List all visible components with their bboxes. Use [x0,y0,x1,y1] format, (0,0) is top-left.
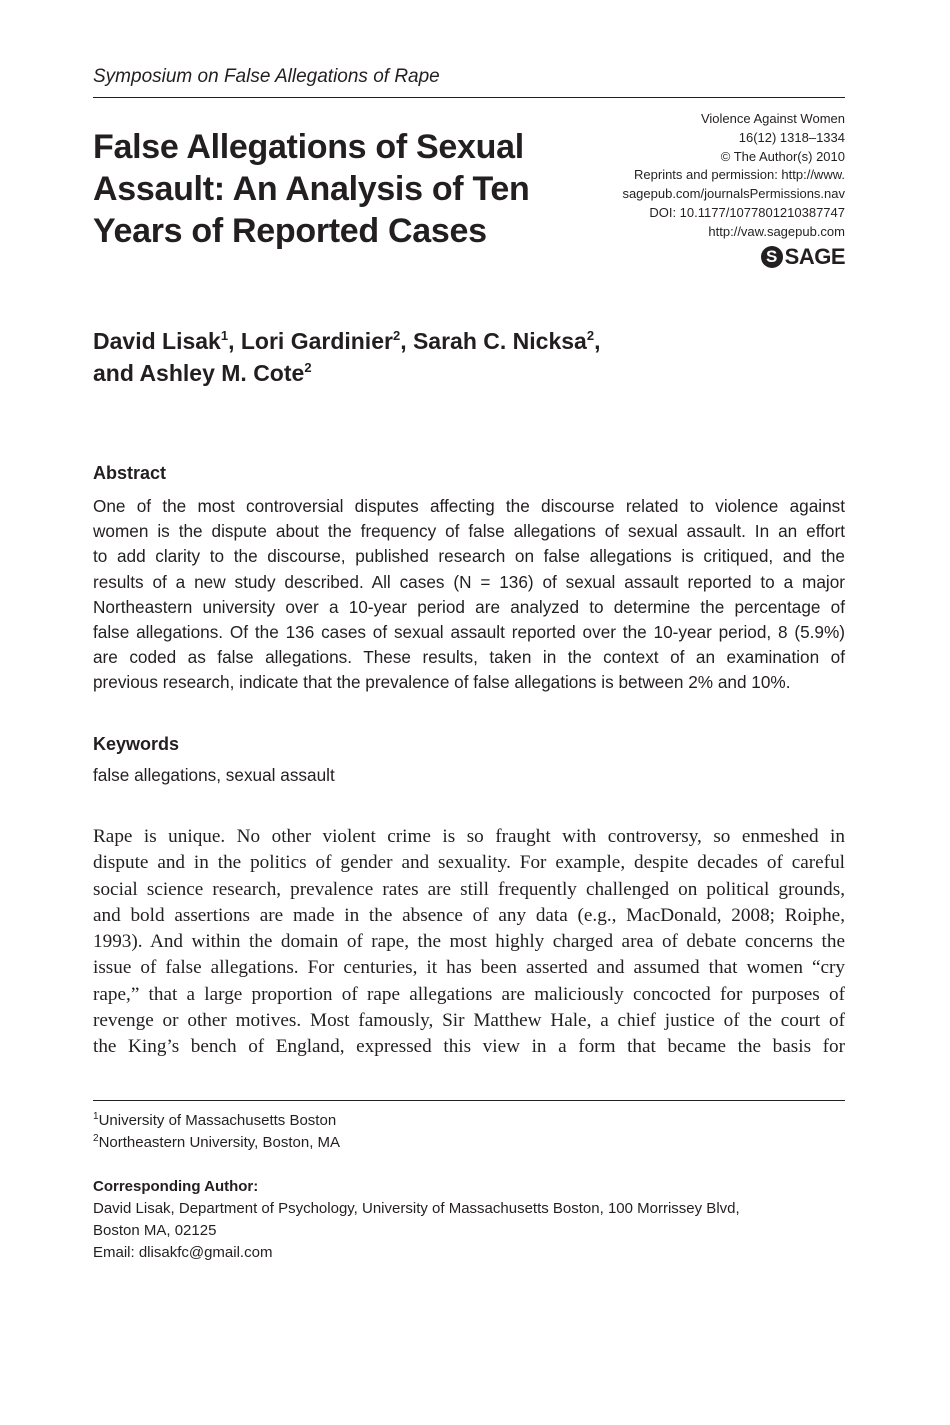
author-name: David Lisak [93,328,221,354]
body-paragraph [93,824,845,1061]
author-name: Lori Gardinier [240,328,393,354]
title-line: Years of Reported Cases [93,212,487,250]
body-line: and bold assertions are made in the absence of any data (e.g., MacDonald, 2008; Roiphe, [93,904,845,926]
corresponding-author-email: Email: dlisakfc@gmail.com [93,1244,273,1261]
author-list: David Lisak$^1$, Lori Gardinier$^2$, Sarah C. Nicksa$^2$, and Ashley M. Cote$^2$ [93,328,601,386]
abstract-line: to add clarity to the discourse, published research on false allegations is critiqued, and the [93,546,845,567]
journal-url: http://vaw.sagepub.com [708,223,845,239]
corresponding-author-label: Corresponding Author: [93,1178,259,1195]
author-name: Ashley M. Cote [139,360,305,386]
copyright: © The Author(s) 2010 [720,148,845,164]
abstract-line: women is the dispute about the frequency of false allegations of sexual assault. In an effort [93,521,845,542]
author-name: Sarah C. Nicksa [412,328,587,354]
body-line: 1993). And within the domain of rape, the most highly charged area of debate concerns the [93,931,845,953]
sage-logo [761,244,845,270]
doi: DOI: 10.1177/1077801210387747 [649,204,845,220]
keywords-heading: Keywords [93,734,180,754]
abstract-line: One of the most controversial disputes affecting the discourse related to violence against [93,496,845,516]
corresponding-author-line: David Lisak, Department of Psychology, University of Massachusetts Boston, 100 Morrissey Blvd, [93,1200,740,1217]
affiliation-marker: 2 [392,328,401,343]
body-line: dispute and in the politics of gender and sexuality. For example, despite decades of careful [93,852,845,874]
journal-name: Violence Against Women [700,111,845,126]
body-line: revenge or other motives. Most famously, Sir Matthew Hale, a chief justice of the court of [93,1010,845,1032]
affiliation-marker: 1 [93,1111,99,1122]
reprints-line: sagepub.com/journalsPermissions.nav [622,186,845,202]
author-conjunction: and [93,360,140,386]
title-line: Assault: An Analysis of Ten [93,170,530,208]
reprints-line: Reprints and permission: http://www. [634,167,845,183]
header-rule [93,97,845,98]
body-line: Rape is unique. No other violent crime is so fraught with controversy, so enmeshed in [93,826,845,847]
body-line: issue of false allegations. For centuries, it has been asserted and assumed that women “cry [93,957,845,979]
affiliation-marker: 2 [93,1133,99,1144]
affiliations [93,1110,340,1154]
abstract-line: are coded as false allegations. These results, taken in the context of an examination of [93,647,845,668]
affiliation-text: Northeastern University, Boston, MA [98,1134,341,1151]
keywords-text: false allegations, sexual assault [93,765,335,785]
journal-info [545,110,845,242]
abstract-heading: Abstract [93,463,167,483]
affiliation-item [93,1132,340,1154]
article-title [93,126,593,252]
title-line: False Allegations of Sexual [93,128,524,166]
body-line: the King’s bench of England, expressed this view in a form that became the basis for [93,1036,845,1058]
corresponding-author-line: Boston MA, 02125 [93,1222,217,1239]
abstract-line: false allegations. Of the 136 cases of sexual assault reported over the 10-year period, 8 (5.9%) [93,622,845,643]
running-head: Symposium on False Allegations of Rape [93,66,440,87]
affiliation-marker: 1 [220,328,229,343]
affiliation-marker: 2 [304,360,312,375]
abstract-text [93,494,845,696]
sage-logo-text: SAGE [784,244,845,269]
abstract-line: previous research, indicate that the prevalence of false allegations is between 2% and 10%. [93,672,791,693]
affiliation-marker: 2 [586,328,595,343]
affiliation-text: University of Massachusetts Boston [98,1112,337,1129]
sage-logo-icon: S [761,246,783,268]
affiliation-item [93,1110,340,1132]
body-line: rape,” that a large proportion of rape allegations are maliciously concocted for purposes of [93,983,845,1005]
corresponding-author [93,1176,740,1264]
abstract-line: Northeastern university over a 10-year period are analyzed to determine the percentage of [93,596,845,617]
footnote-rule [93,1100,845,1101]
body-line: social science research, prevalence rates are still frequently challenged on political grounds, [93,878,845,900]
journal-volume: 16(12) 1318–1334 [738,129,845,145]
abstract-line: results of a new study described. All cases (N = 136) of sexual assault reported to a major [93,571,845,592]
